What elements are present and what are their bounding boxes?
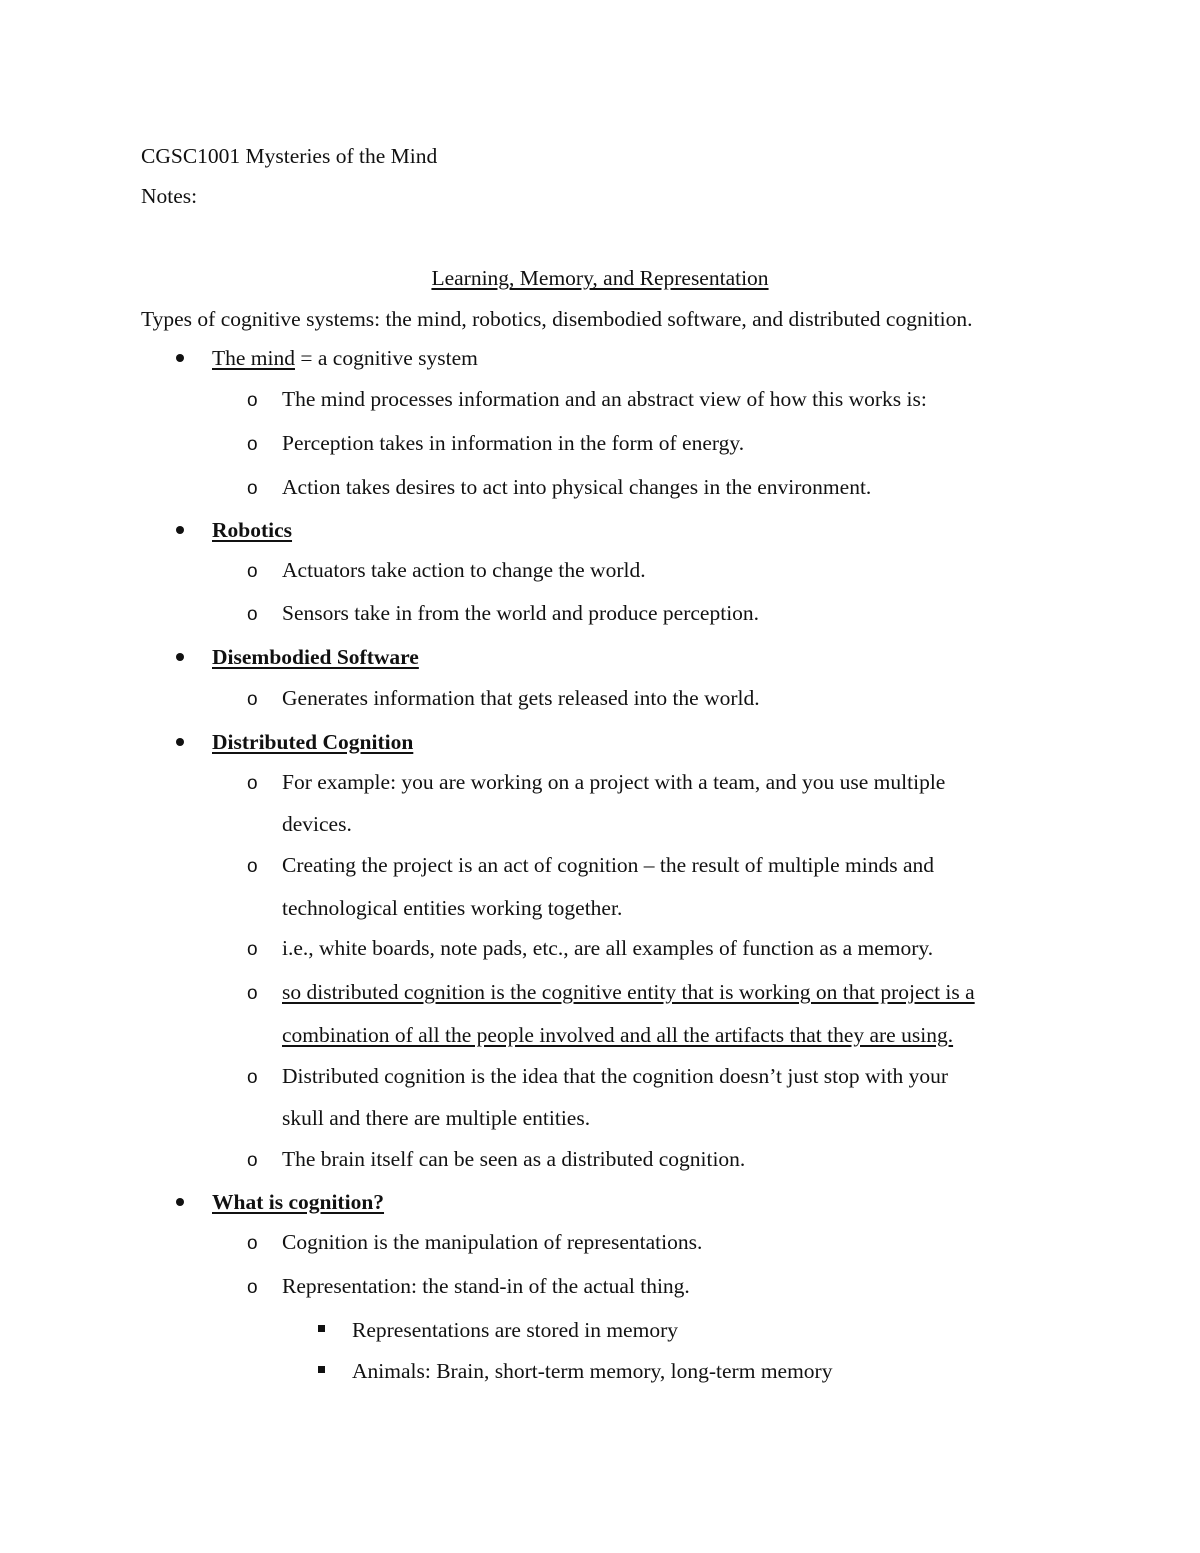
course-title: CGSC1001 Mysteries of the Mind (141, 144, 438, 168)
bullet-o-icon: o (247, 689, 258, 710)
sub-sub-item: Animals: Brain, short-term memory, long-term memory (352, 1359, 833, 1383)
notes-label: Notes: (141, 184, 198, 208)
bullet-o-icon: o (247, 939, 258, 960)
sub-item: Generates information that gets released into the world. (282, 686, 760, 710)
sub-item: For example: you are working on a project with a team, and you use multiple (282, 770, 946, 794)
bullet-disc-icon (176, 738, 184, 746)
sub-item: Perception takes in information in the form of energy. (282, 431, 745, 455)
bullet-disc-icon (176, 354, 184, 362)
robotics-heading: Robotics (212, 518, 293, 542)
bullet-disc-icon (176, 526, 184, 534)
sub-item: i.e., white boards, note pads, etc., are all examples of function as a memory. (282, 936, 934, 960)
bullet-o-icon: o (247, 856, 258, 877)
bullet-disc-icon (176, 1198, 184, 1206)
bullet-disc-icon (176, 653, 184, 661)
bullet-o-icon: o (247, 604, 258, 625)
sub-item: Distributed cognition is the idea that the cognition doesn’t just stop with your (282, 1064, 949, 1088)
software-heading: Disembodied Software (212, 645, 419, 669)
sub-sub-item: Representations are stored in memory (352, 1318, 678, 1342)
bullet-o-icon: o (247, 561, 258, 582)
sub-item-continuation: devices. (282, 812, 352, 836)
bullet-square-icon (318, 1325, 325, 1332)
mind-term: The mind (212, 346, 295, 370)
bullet-o-icon: o (247, 434, 258, 455)
section-title: Learning, Memory, and Representation (431, 266, 769, 290)
bullet-o-icon: o (247, 478, 258, 499)
sub-item-continuation: skull and there are multiple entities. (282, 1106, 591, 1130)
bullet-o-icon: o (247, 773, 258, 794)
mind-definition: = a cognitive system (295, 346, 478, 370)
bullet-o-icon: o (247, 1277, 258, 1298)
sub-item: Representation: the stand-in of the actual thing. (282, 1274, 690, 1298)
section-intro: Types of cognitive systems: the mind, robotics, disembodied software, and distributed cognition. (141, 307, 973, 331)
sub-item: The mind processes information and an abstract view of how this works is: (282, 387, 927, 411)
bullet-o-icon: o (247, 1067, 258, 1088)
cognition-heading: What is cognition? (212, 1190, 385, 1214)
bullet-o-icon: o (247, 390, 258, 411)
bullet-o-icon: o (247, 983, 258, 1004)
bullet-o-icon: o (247, 1233, 258, 1254)
sub-item-continuation: technological entities working together. (282, 896, 623, 920)
sub-item-underlined-continuation: combination of all the people involved and all the artifacts that they are using. (282, 1023, 954, 1047)
sub-item: The brain itself can be seen as a distributed cognition. (282, 1147, 746, 1171)
sub-item-underlined: so distributed cognition is the cognitive entity that is working on that project is a (282, 980, 975, 1004)
bullet-square-icon (318, 1366, 325, 1373)
list-item-mind (212, 348, 478, 370)
distributed-heading: Distributed Cognition (212, 730, 414, 754)
sub-item: Actuators take action to change the world. (282, 558, 646, 582)
sub-item: Cognition is the manipulation of representations. (282, 1230, 703, 1254)
sub-item: Sensors take in from the world and produce perception. (282, 601, 760, 625)
sub-item: Action takes desires to act into physical changes in the environment. (282, 475, 872, 499)
bullet-o-icon: o (247, 1150, 258, 1171)
sub-item: Creating the project is an act of cognition – the result of multiple minds and (282, 853, 935, 877)
